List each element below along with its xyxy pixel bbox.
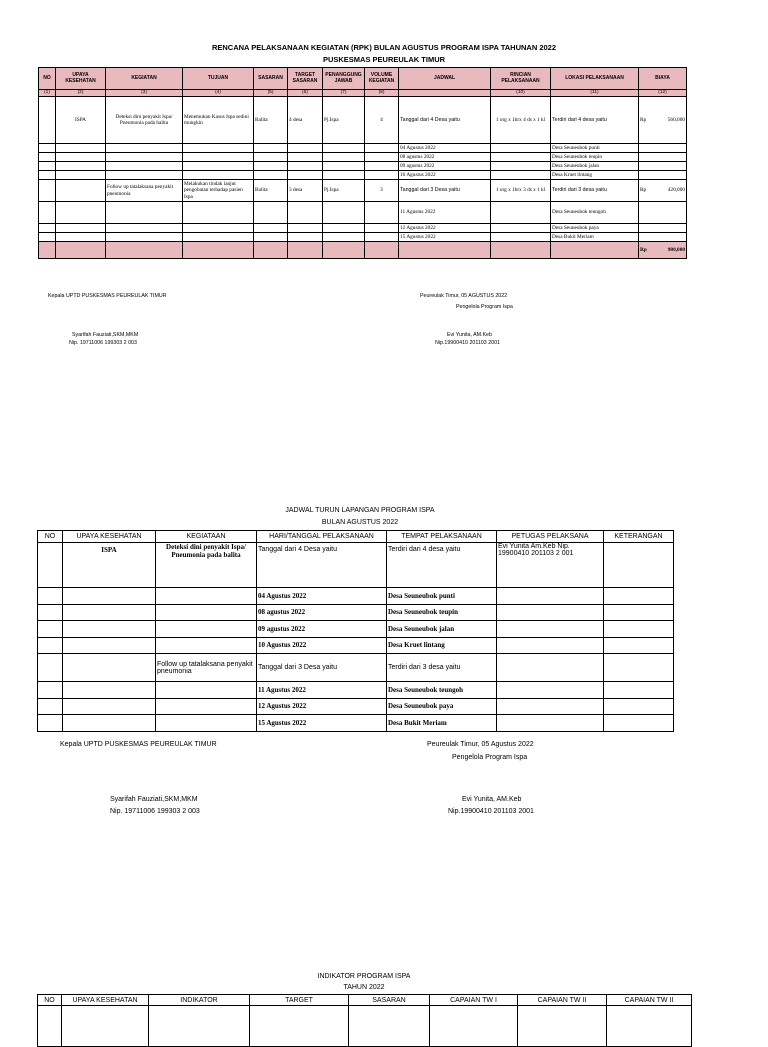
indikator-header-tw2: CAPAIAN TW II <box>518 995 607 1006</box>
cell-lokasi: Desa Seuneubok paya <box>551 224 639 233</box>
rpk-header-row <box>39 68 687 90</box>
rpk-header-kegiatan: KEGIATAN <box>106 68 183 90</box>
cell-tempat: Desa Seuneubok teungoh <box>387 682 497 699</box>
cell-jadwal: 08 agustus 2022 <box>399 153 491 162</box>
table-row <box>39 224 687 233</box>
jadwal-header-no: NO <box>38 531 63 543</box>
sign1-left-nip: Nip. 19711006 199303 2 003 <box>69 340 137 346</box>
cell-jadwal: Tanggal dari 3 Desa yaitu <box>399 180 491 202</box>
sign2-left-nip: Nip. 19711006 199303 2 003 <box>110 808 200 815</box>
cell-tempat: Desa Seuneubok teupin <box>387 604 497 621</box>
biaya-value: 420,000 <box>667 187 685 194</box>
indikator-header-target: TARGET <box>250 995 349 1006</box>
cell-hari: Tanggal dari 4 Desa yaitu <box>257 543 387 588</box>
indikator-subtitle: TAHUN 2022 <box>343 984 385 991</box>
table-row <box>39 162 687 171</box>
cell-hari: 11 Agustus 2022 <box>257 682 387 699</box>
jadwal-header-tempat: TEMPAT PELAKSANAAN <box>387 531 497 543</box>
table-row <box>39 153 687 162</box>
cell-petugas: Evi Yunita Am.Keb Nip. 19900410 201103 2 001 <box>497 543 604 588</box>
indikator-header-upaya: UPAYA KESEHATAN <box>62 995 149 1006</box>
col-num: (5) <box>254 90 288 97</box>
table-row <box>38 654 674 682</box>
cell-biaya <box>639 180 687 202</box>
table-row <box>38 543 674 588</box>
cell-lokasi: Desa Seuneubok teupin <box>551 153 639 162</box>
sign1-right-nip: Nip.19900410 201103 2001 <box>435 340 500 346</box>
sign1-right-role: Pengelola Program Ispa <box>456 304 513 310</box>
cell-rincian: 1 org x 1hrx 3 ds x 1 kl <box>491 180 551 202</box>
indikator-header-indikator: INDIKATOR <box>149 995 250 1006</box>
cell-lokasi: Desa Kruet lintang <box>551 171 639 180</box>
rpk-header-biaya: BIAYA <box>639 68 687 90</box>
table-row <box>38 588 674 605</box>
rpk-title: RENCANA PELAKSANAAN KEGIATAN (RPK) BULAN AGUSTUS PROGRAM ISPA TAHUNAN 2022 <box>211 43 557 52</box>
cell-hari: Tanggal dari 3 Desa yaitu <box>257 654 387 682</box>
cell-lokasi: Terdiri dari 3 desa yaitu <box>551 180 639 202</box>
cell-tujuan: Melakukan tindak lanjut pengobatan terhadap pasien Ispa <box>183 180 254 202</box>
cell-hari: 12 Agustus 2022 <box>257 698 387 715</box>
cell-target: 3 desa <box>288 180 323 202</box>
indikator-header-no: NO <box>38 995 62 1006</box>
cell-jadwal: 09 agustus 2022 <box>399 162 491 171</box>
cell-lokasi: Desa Bukit Meriam <box>551 233 639 242</box>
jadwal-title: JADWAL TURUN LAPANGAN PROGRAM ISPA <box>285 507 435 514</box>
cell-tempat: Desa Seuneubok punti <box>387 588 497 605</box>
sign2-left-name: Syarifah Fauziati,SKM,MKM <box>110 796 198 803</box>
indikator-header-tw1: CAPAIAN TW I <box>430 995 518 1006</box>
cell-tempat: Desa Seuneubok jalan <box>387 621 497 638</box>
cell-target: 4 desa <box>288 97 323 144</box>
col-num: (3) <box>106 90 183 97</box>
total-biaya <box>639 242 687 259</box>
cell-kegiatan: Deteksi dini penyakit Ispa/ Pneumonia pada balita <box>156 543 257 588</box>
col-num: (8) <box>365 90 399 97</box>
cell-hari: 04 Agustus 2022 <box>257 588 387 605</box>
cell-sasaran: Balita <box>254 180 288 202</box>
rpk-header-sasaran: SASARAN <box>254 68 288 90</box>
table-row <box>38 715 674 732</box>
table-row <box>38 698 674 715</box>
rpk-header-rincian: RINCIAN PELAKSANAAN <box>491 68 551 90</box>
cell-hari: 15 Agustus 2022 <box>257 715 387 732</box>
currency-label: Rp <box>640 116 647 123</box>
col-num: (12) <box>639 90 687 97</box>
cell-pj: Pj.Ispa <box>323 180 365 202</box>
table-row <box>39 171 687 180</box>
cell-tempat: Terdiri dari 3 desa yaitu <box>387 654 497 682</box>
jadwal-subtitle: BULAN AGUSTUS 2022 <box>321 519 399 526</box>
cell-volume: 4 <box>365 97 399 144</box>
cell-tempat: Desa Bukit Meriam <box>387 715 497 732</box>
jadwal-table <box>37 530 674 732</box>
biaya-value: 560,000 <box>667 116 685 123</box>
currency-label: Rp <box>640 187 647 194</box>
col-num: (6) <box>288 90 323 97</box>
cell-volume: 3 <box>365 180 399 202</box>
sign1-left-role: Kepala UPTD PUSKESMAS PEUREULAK TIMUR <box>48 293 167 299</box>
col-num: (11) <box>551 90 639 97</box>
rpk-header-no: NO <box>39 68 56 90</box>
table-row <box>39 97 687 144</box>
cell-biaya <box>639 97 687 144</box>
sign1-place-date: Peureulak Timur, 05 AGUSTUS 2022 <box>420 293 508 299</box>
cell-jadwal: 11 Agustus 2022 <box>399 202 491 224</box>
col-num: (4) <box>183 90 254 97</box>
table-row <box>38 1006 692 1047</box>
cell-tujuan: Menemukan Kasus Ispa sedini mungkin <box>183 97 254 144</box>
cell-jadwal: Tanggal dari 4 Desa yaitu <box>399 97 491 144</box>
cell-jadwal: 04 Agustus 2022 <box>399 144 491 153</box>
cell-tempat: Terdiri dari 4 desa yaitu <box>387 543 497 588</box>
cell-jadwal: 15 Agustus 2022 <box>399 233 491 242</box>
rpk-header-tujuan: TUJUAN <box>183 68 254 90</box>
indikator-header-tw2b: CAPAIAN TW II <box>607 995 692 1006</box>
cell-lokasi: Terdiri dari 4 desa yaitu <box>551 97 639 144</box>
sign1-right-name: Evi Yunita, AM.Keb <box>447 332 492 338</box>
total-value: 980,000 <box>667 247 685 253</box>
table-row <box>38 604 674 621</box>
cell-kegiatan: Follow up tatalaksana penyakit pneumonia <box>106 180 183 202</box>
cell-upaya: ISPA <box>56 97 106 144</box>
cell-lokasi: Desa Seuneubok punti <box>551 144 639 153</box>
rpk-subtitle: PUSKESMAS PEUREULAK TIMUR <box>322 55 446 64</box>
rpk-total-row <box>39 242 687 259</box>
indikator-header-row <box>38 995 692 1006</box>
rpk-header-pj: PENANGGUNG JAWAB <box>323 68 365 90</box>
jadwal-header-keterangan: KETERANGAN <box>604 531 674 543</box>
cell-jadwal: 12 Agustus 2022 <box>399 224 491 233</box>
jadwal-header-petugas: PETUGAS PELAKSANA <box>497 531 604 543</box>
col-num: (1) <box>39 90 56 97</box>
sign2-left-role: Kepala UPTD PUSKESMAS PEUREULAK TIMUR <box>60 741 217 748</box>
table-row <box>38 682 674 699</box>
cell-tempat: Desa Seuneubok paya <box>387 698 497 715</box>
rpk-header-upaya: UPAYA KESEHATAN <box>56 68 106 90</box>
sign2-place-date: Peureulak Timur, 05 Agustus 2022 <box>427 741 534 748</box>
cell-sasaran: Balita <box>254 97 288 144</box>
sign2-right-role: Pengelola Program Ispa <box>452 754 528 761</box>
cell-lokasi: Desa Seuneubok jalan <box>551 162 639 171</box>
cell-tempat: Desa Kruet lintang <box>387 637 497 654</box>
cell-hari: 09 agustus 2022 <box>257 621 387 638</box>
cell-kegiatan: Follow up tatalaksana penyakit pneumonia <box>156 654 257 682</box>
table-row <box>38 637 674 654</box>
table-row <box>38 621 674 638</box>
cell-pj: Pj.Ispa <box>323 97 365 144</box>
sign2-right-nip: Nip.19900410 201103 2001 <box>448 808 534 815</box>
col-num <box>399 90 491 97</box>
cell-upaya: ISPA <box>63 543 156 588</box>
rpk-header-target: TARGET SASARAN <box>288 68 323 90</box>
sign2-right-name: Evi Yunita, AM.Keb <box>462 796 522 803</box>
col-num: (7) <box>323 90 365 97</box>
cell-rincian: 1 org x 1hrx 4 ds x 1 kl <box>491 97 551 144</box>
indikator-table <box>37 994 692 1047</box>
table-row <box>39 180 687 202</box>
indikator-title: INDIKATOR PROGRAM ISPA <box>317 973 411 980</box>
col-num: (2) <box>56 90 106 97</box>
cell-hari: 08 agustus 2022 <box>257 604 387 621</box>
rpk-header-volume: VOLUME KEGIATAN <box>365 68 399 90</box>
cell-kegiatan: Deteksi dini penyakit Ispa/ Pneumonia pada balita <box>106 97 183 144</box>
indikator-header-sasaran: SASARAN <box>349 995 430 1006</box>
cell-jadwal: 10 Agustus 2022 <box>399 171 491 180</box>
rpk-table <box>38 67 687 259</box>
jadwal-header-kegiatan: KEGIATAAN <box>156 531 257 543</box>
cell-lokasi: Desa Seuneubok teungoh <box>551 202 639 224</box>
currency-label: Rp <box>640 247 647 253</box>
col-num: (10) <box>491 90 551 97</box>
rpk-header-jadwal: JADWAL <box>399 68 491 90</box>
table-row <box>39 144 687 153</box>
rpk-number-row <box>39 90 687 97</box>
table-row <box>39 202 687 224</box>
sign1-left-name: Syarifah Fauziati,SKM,MKM <box>72 332 139 338</box>
jadwal-header-upaya: UPAYA KESEHATAN <box>63 531 156 543</box>
jadwal-header-row <box>38 531 674 543</box>
cell-hari: 10 Agustus 2022 <box>257 637 387 654</box>
jadwal-header-hari: HARI/TANGGAL PELAKSANAAN <box>257 531 387 543</box>
table-row <box>39 233 687 242</box>
rpk-header-lokasi: LOKASI PELAKSANAAN <box>551 68 639 90</box>
